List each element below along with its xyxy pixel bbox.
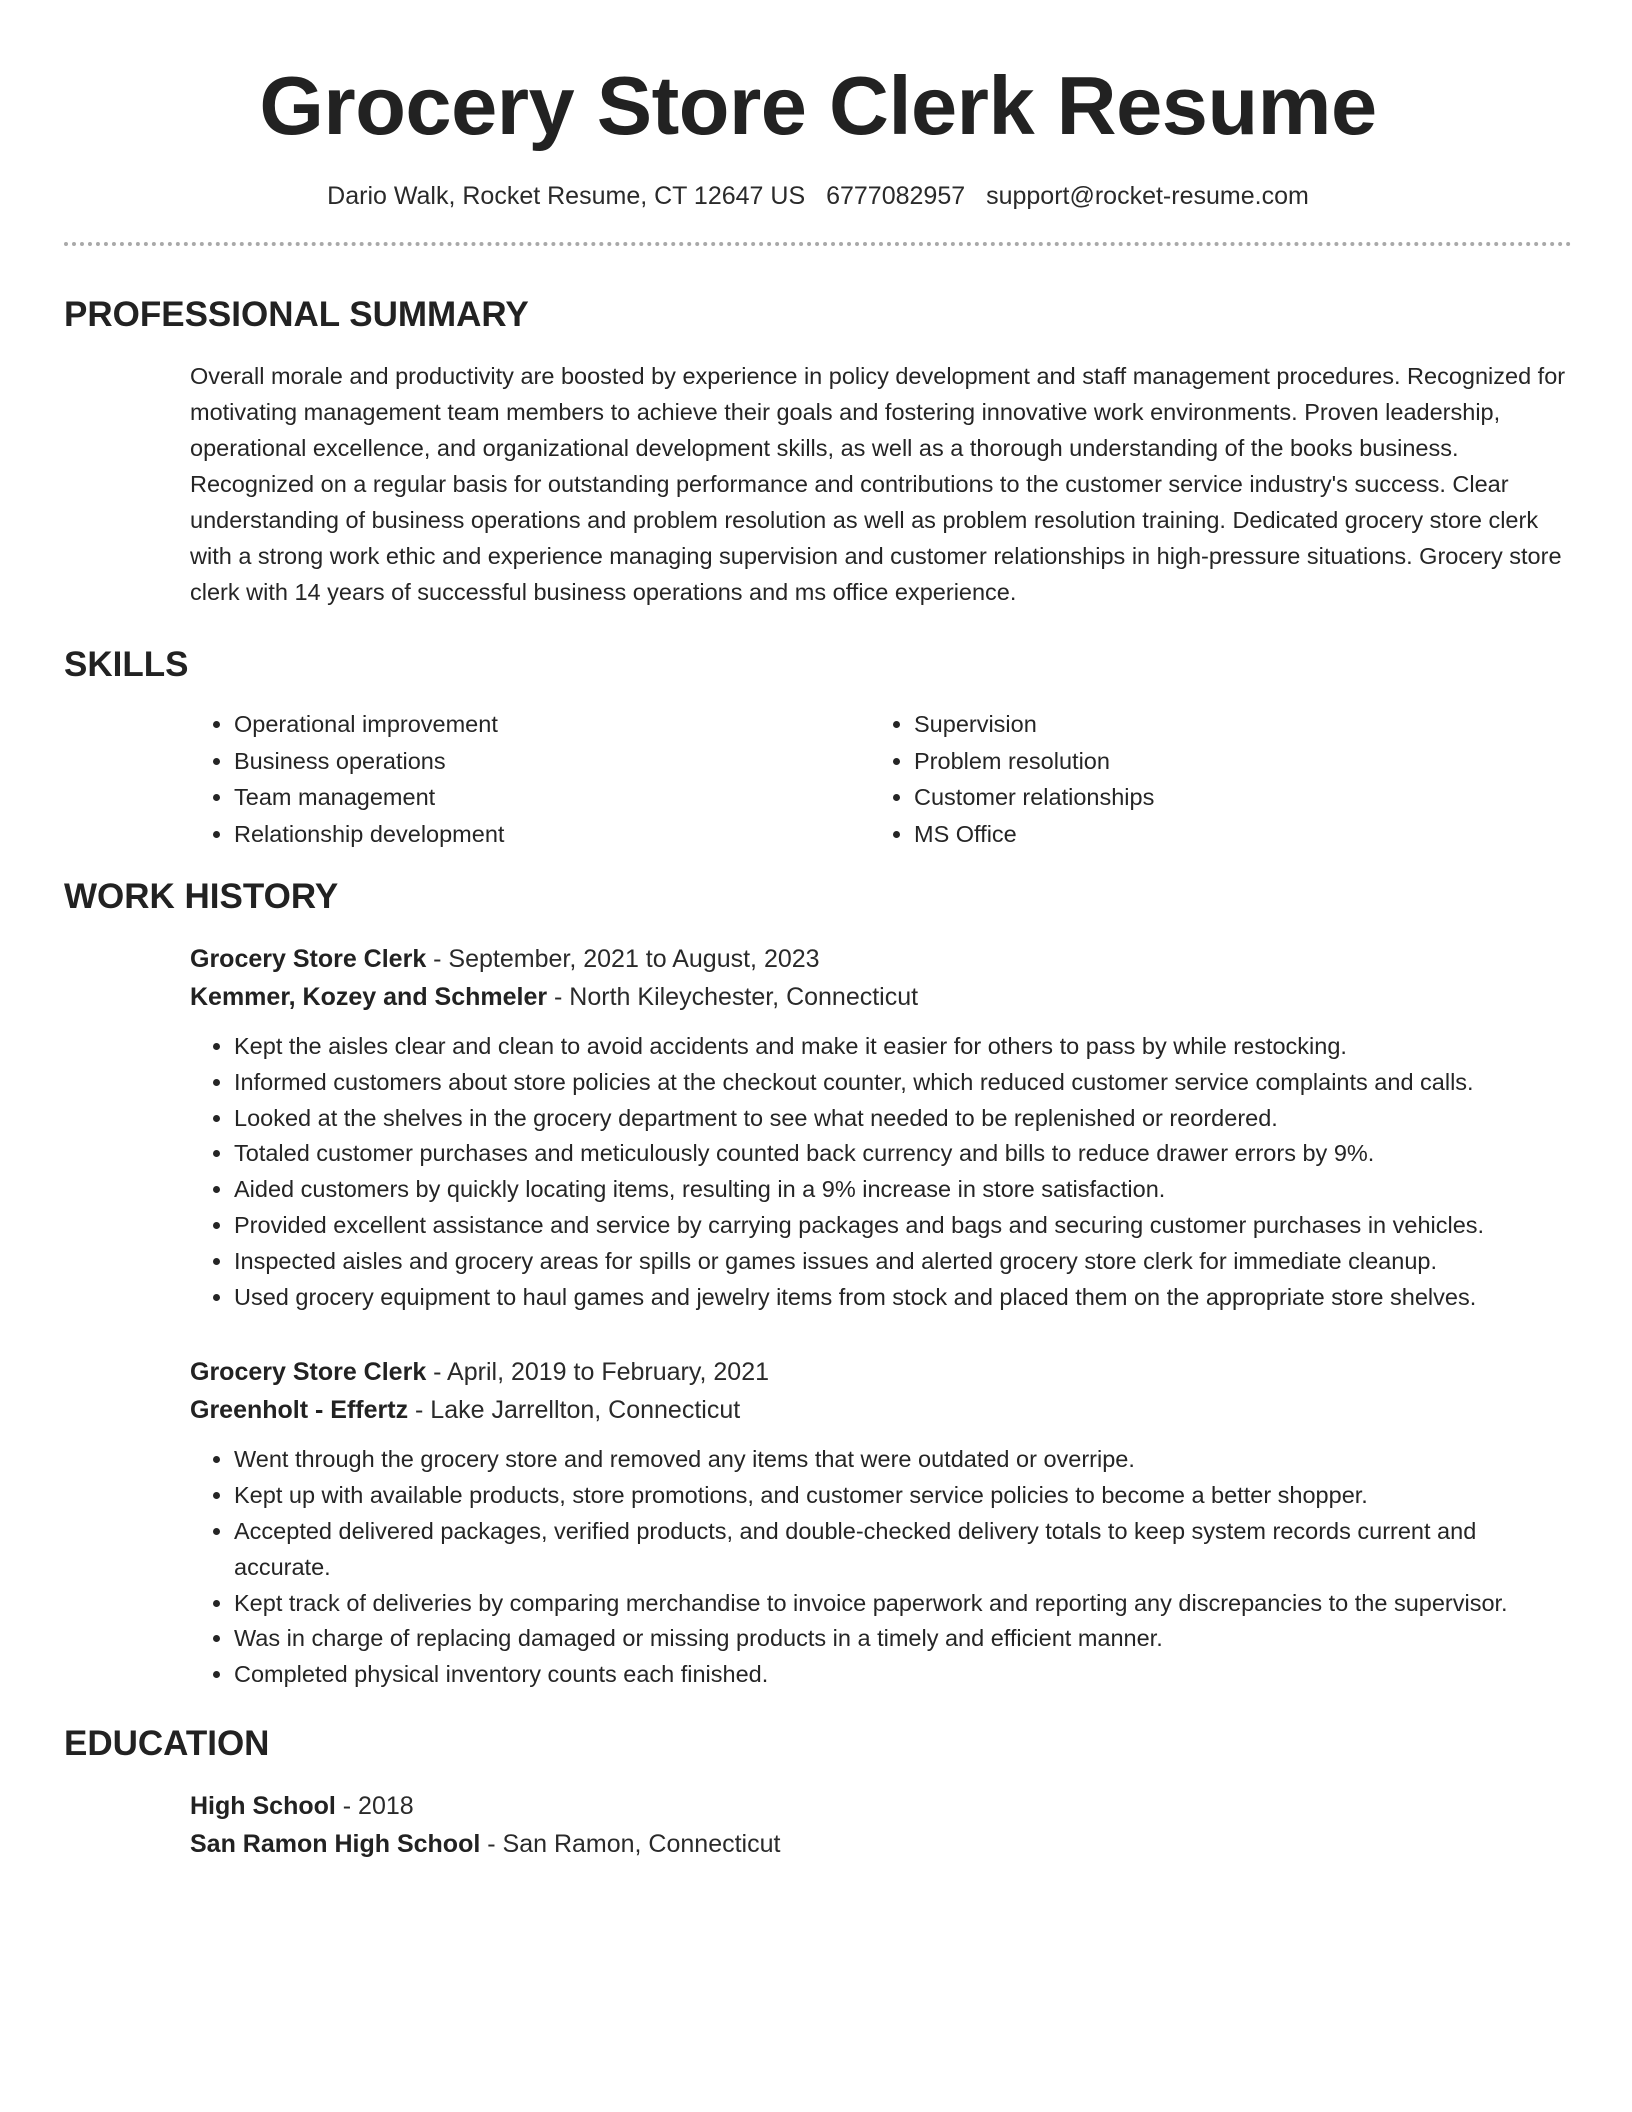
job-entry [190, 1353, 1572, 1693]
education-heading: EDUCATION [64, 1723, 270, 1763]
skill-item: • Business operations [234, 743, 870, 780]
job-bullets [190, 1029, 1572, 1315]
skills-section [64, 644, 1572, 852]
job-title-line [190, 1353, 1572, 1391]
job-title-line [190, 940, 1572, 978]
work-history-heading: WORK HISTORY [64, 877, 339, 916]
job-bullet: • Totaled customer purchases and meticulously counted back currency and bills to reduce drawer errors by 9%. [234, 1136, 1572, 1172]
job-bullet: • Provided excellent assistance and service by carrying packages and bags and securing customer purchases in vehicles. [234, 1208, 1572, 1244]
resume-page [64, 0, 1572, 1863]
summary-text: Overall morale and productivity are boosted by experience in policy development and staff management procedures. Recognized for motivating management team members to achieve their goals and fostering innovative work environments. Proven leadership, operational excellence, and organizational development skills, as well as a thorough understanding of the books business. Recognized on a regular basis for outstanding performance and contributions to the customer service industry's success. Clear understanding of business operations and problem resolution as well as problem resolution training. Dedicated grocery store clerk with a strong work ethic and experience managing supervision and customer relationships in high-pressure situations. Grocery store clerk with 14 years of successful business operations and ms office experience. [190, 363, 1566, 605]
job-bullet: • Aided customers by quickly locating items, resulting in a 9% increase in store satisfaction. [234, 1172, 1572, 1208]
job-bullet: • Was in charge of replacing damaged or missing products in a timely and efficient manner. [234, 1621, 1572, 1657]
job-dates: - September, 2021 to August, 2023 [426, 945, 820, 973]
education-degree: High School [190, 1791, 336, 1820]
job-bullet: • Kept track of deliveries by comparing merchandise to invoice paperwork and reporting any discrepancies to the supervisor. [234, 1586, 1572, 1622]
skills-column-left [190, 706, 870, 852]
work-history-section [64, 876, 1572, 1693]
skill-item: • Problem resolution [914, 743, 1550, 780]
skill-item: • Supervision [914, 706, 1550, 743]
job-bullet: • Used grocery equipment to haul games and jewelry items from stock and placed them on the appropriate store shelves. [234, 1280, 1572, 1316]
job-bullet: • Accepted delivered packages, verified products, and double-checked delivery totals to keep system records current and accurate. [234, 1514, 1572, 1586]
education-school-line [190, 1825, 1572, 1863]
job-bullet: • Went through the grocery store and removed any items that were outdated or overripe. [234, 1442, 1572, 1478]
job-company: Kemmer, Kozey and Schmeler [190, 983, 548, 1011]
skill-item: • MS Office [914, 816, 1550, 853]
job-title: Grocery Store Clerk [190, 1358, 427, 1387]
skill-item: • Team management [234, 779, 870, 816]
job-bullet: • Kept up with available products, store promotions, and customer service policies to become a better shopper. [234, 1478, 1572, 1514]
job-bullet: • Completed physical inventory counts each finished. [234, 1657, 1572, 1693]
job-location: - Lake Jarrellton, Connecticut [408, 1396, 741, 1425]
contact-address: Dario Walk, Rocket Resume, CT 12647 US [327, 182, 806, 210]
skill-item: • Operational improvement [234, 706, 870, 743]
education-entry [190, 1787, 1572, 1863]
education-degree-line [190, 1787, 1572, 1825]
job-bullets [190, 1442, 1572, 1693]
job-bullet: • Inspected aisles and grocery areas for spills or games issues and alerted grocery store clerk for immediate cleanup. [234, 1244, 1572, 1280]
job-bullet: • Looked at the shelves in the grocery department to see what needed to be replenished or reordered. [234, 1101, 1572, 1137]
summary-heading: PROFESSIONAL SUMMARY [64, 295, 529, 334]
resume-title: Grocery Store Clerk Resume [259, 59, 1377, 152]
job-entry [190, 940, 1572, 1315]
job-title: Grocery Store Clerk [190, 945, 427, 973]
skill-item: • Relationship development [234, 816, 870, 853]
contact-phone: 6777082957 [826, 182, 966, 210]
job-company: Greenholt - Effertz [190, 1396, 409, 1425]
contact-email: support@rocket-resume.com [986, 182, 1309, 210]
education-year: - 2018 [335, 1791, 414, 1820]
header-divider [64, 242, 1572, 246]
job-bullet: • Kept the aisles clear and clean to avoid accidents and make it easier for others to pass by while restocking. [234, 1029, 1572, 1065]
job-location: - North Kileychester, Connecticut [547, 983, 919, 1011]
skill-item: • Customer relationships [914, 779, 1550, 816]
job-bullet: • Informed customers about store policies at the checkout counter, which reduced customer service complaints and calls. [234, 1065, 1572, 1101]
job-company-line [190, 1391, 1572, 1429]
summary-section [64, 294, 1572, 610]
contact-line [64, 180, 1572, 212]
skills-column-right [870, 706, 1550, 852]
skills-grid [190, 706, 1572, 852]
job-dates: - April, 2019 to February, 2021 [426, 1358, 770, 1387]
education-section [64, 1723, 1572, 1863]
education-location: - San Ramon, Connecticut [480, 1829, 781, 1858]
job-company-line [190, 978, 1572, 1016]
skills-heading: SKILLS [64, 645, 189, 684]
education-school: San Ramon High School [190, 1829, 481, 1858]
